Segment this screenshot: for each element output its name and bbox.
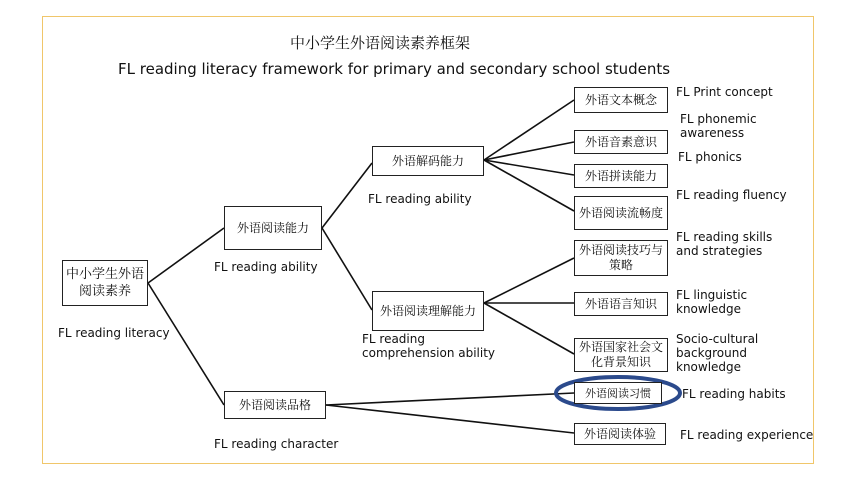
label-fl-comprehension-en: FL reading comprehension ability [362,332,496,360]
link-root-ability [148,228,224,283]
leaf-sociocultural-knowledge: 外语国家社会文化背景知识 [574,338,668,372]
leaf-skills-strategies-en: FL reading skills and strategies [676,230,773,258]
leaf-linguistic-knowledge: 外语语言知识 [574,292,668,316]
leaf-linguistic-knowledge-en: FL linguistic knowledge [676,288,748,316]
leaf-phonics-en: FL phonics [678,150,742,164]
label-root-en: FL reading literacy [58,326,170,340]
node-fl-reading-ability: 外语阅读能力 [224,206,322,250]
link-character-habits [326,393,574,405]
node-fl-decoding: 外语解码能力 [372,146,484,176]
leaf-reading-experience: 外语阅读体验 [574,423,666,445]
leaf-reading-fluency-en: FL reading fluency [676,188,787,202]
leaf-reading-habits-en: FL reading habits [682,387,786,401]
link-comp-skills [484,258,574,303]
leaf-reading-fluency: 外语阅读流畅度 [574,196,668,230]
label-fl-reading-ability-en: FL reading ability [214,260,318,274]
node-fl-comprehension: 外语阅读理解能力 [372,291,484,331]
leaf-print-concept-en: FL Print concept [676,85,773,99]
leaf-reading-habits: 外语阅读习惯 [574,382,662,404]
leaf-sociocultural-knowledge-en: Socio-cultural background knowledge [676,332,759,374]
leaf-skills-strategies: 外语阅读技巧与策略 [574,240,668,276]
title-chinese: 中小学生外语阅读素养框架 [290,34,471,52]
leaf-phonemic-awareness-en: FL phonemic awareness [680,112,757,140]
leaf-print-concept: 外语文本概念 [574,87,668,113]
leaf-phonemic-awareness: 外语音素意识 [574,130,668,154]
link-character-experience [326,405,574,433]
title-english: FL reading literacy framework for primary and secondary school students [118,60,671,78]
link-ability-decoding [322,163,372,228]
link-ability-comprehension [322,228,372,310]
label-fl-reading-character-en: FL reading character [214,437,339,451]
label-fl-decoding-en: FL reading ability [368,192,472,206]
leaf-reading-experience-en: FL reading experience [680,428,814,442]
link-root-character [148,283,224,405]
node-root: 中小学生外语阅读素养 [62,260,148,306]
leaf-phonics: 外语拼读能力 [574,164,668,188]
node-fl-reading-character: 外语阅读品格 [224,391,326,419]
